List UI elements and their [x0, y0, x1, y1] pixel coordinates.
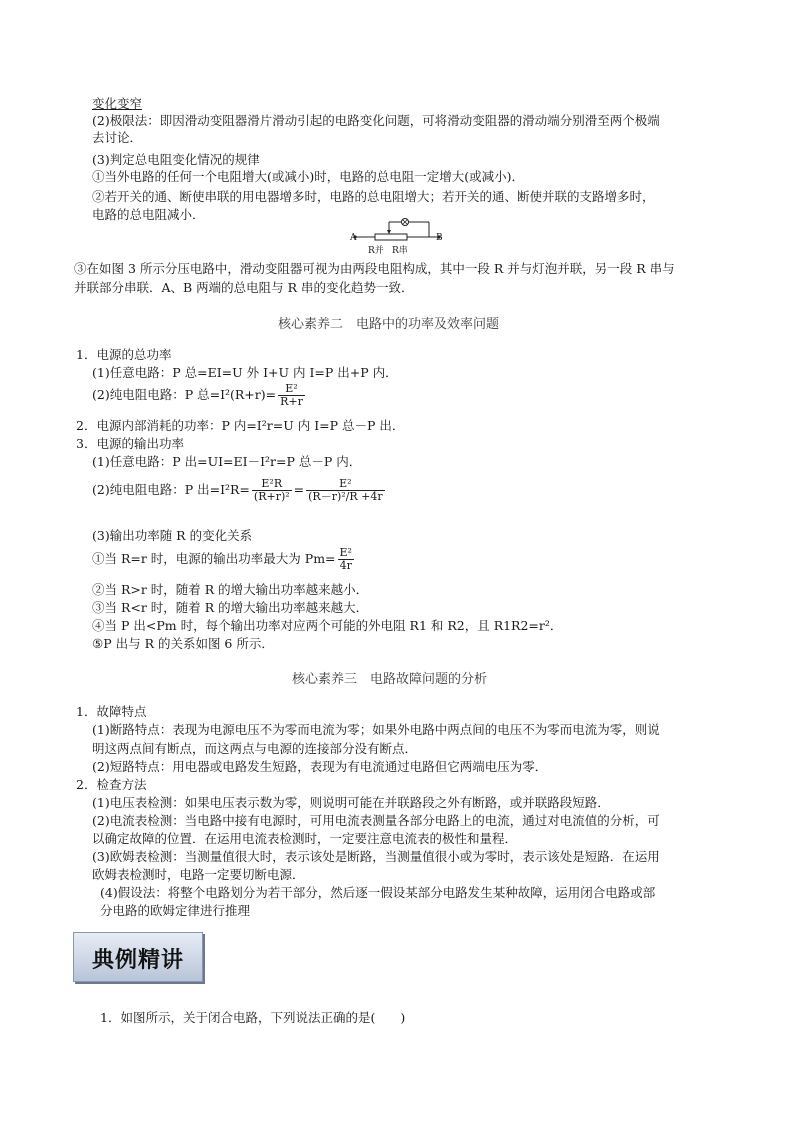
power-item-3c4: ④当 P 出<Pm 时，每个输出功率对应两个可能的外电阻 R1 和 R2，且 R1R2=r²． — [92, 618, 563, 633]
fraction-e2-over-r-plus-r: $\frac{\text{E²}}{R+r}$ — [280, 382, 303, 408]
fault-item-1a-cont: 明这两点间有断点，而这两点与电源的连接部分没有断点． — [92, 741, 418, 756]
fault-item-2d: (4)假设法：将整个电路划分为若干部分，然后逐一假设某部分电路发生某种故障，运用闭合电路或部 — [100, 885, 656, 900]
circuit-label-r-parallel: R并 — [368, 246, 384, 256]
example-banner — [73, 932, 203, 982]
intro-line-3: 去讨论． — [92, 130, 143, 145]
intro-line-4: (3)判定总电阻变化情况的规律 — [92, 152, 260, 167]
power-item-1: 1．电源的总功率 — [76, 347, 172, 362]
power-item-3c: (3)输出功率随 R 的变化关系 — [92, 528, 253, 543]
circuit-label-r-series: R串 — [392, 246, 408, 256]
fault-item-2c-cont: 欧姆表检测时，电路一定要切断电源． — [92, 867, 305, 882]
fraction-e2-over-4r: $\frac{\text{E²}}{4r}$ — [339, 546, 352, 572]
power-item-1a: (1)任意电路：P 总=EI=U 外 I+U 内 I=P 出+P 内． — [92, 365, 398, 380]
fault-item-1b: (2)短路特点：用电器或电路发生短路，表现为有电流通过电路但它两端电压为零． — [92, 759, 548, 774]
intro-line-9: 并联部分串联．A、B 两端的总电阻与 R 串的变化趋势一致． — [74, 280, 414, 295]
fault-item-2b: (2)电流表检测：当电路中接有电源时，可用电流表测量各部分电路上的电流，通过对电流值的分析，可 — [92, 813, 660, 828]
fault-item-2b-cont: 以确定故障的位置．在运用电流表检测时，一定要注意电流表的极性和量程． — [92, 831, 518, 846]
fault-item-1: 1．故障特点 — [76, 704, 147, 719]
section-heading-fault: 核心素养三 电路故障问题的分析 — [292, 672, 488, 687]
power-item-3: 3．电源的输出功率 — [76, 436, 184, 451]
intro-line-2: (2)极限法：即因滑动变阻器滑片滑动引起的电路变化问题，可将滑动变阻器的滑动端分别滑至两个极端 — [92, 113, 660, 128]
circuit-label-b: B — [436, 233, 443, 243]
power-item-3b — [92, 472, 387, 508]
fault-item-2d-cont: 分电路的欧姆定律进行推理 — [100, 903, 251, 918]
example-banner-label: 典例精讲 — [91, 948, 184, 973]
equals-sign: = — [293, 482, 305, 497]
power-item-3c1 — [92, 546, 356, 572]
power-item-1b — [92, 382, 307, 408]
intro-line-7: 电路的总电阻减小． — [92, 207, 205, 222]
fraction-e2r-over-sum: $\frac{\text{E²R}}{\text{(R+r)²}}$ — [253, 477, 290, 503]
intro-line-6: ②若开关的通、断使串联的用电器增多时，电路的总电阻增大；若开关的通、断使并联的支路增多时， — [92, 189, 655, 204]
fault-item-2a: (1)电压表检测：如果电压表示数为零，则说明可能在并联路段之外有断路，或并联路段短路． — [92, 795, 610, 810]
intro-line-1: 变化变窄 — [92, 96, 143, 111]
power-item-3c3: ③当 R<r 时，随着 R 的增大输出功率越来越大． — [92, 600, 369, 615]
intro-line-5: ①当外电路的任何一个电阻增大(或减小)时，电路的总电阻一定增大(或减小)． — [92, 169, 525, 184]
intro-line-8: ③在如图 3 所示分压电路中，滑动变阻器可视为由两段电阻构成，其中一段 R 并与灯泡并联，另一段 R 串与 — [74, 261, 675, 276]
question-1: 1．如图所示，关于闭合电路，下列说法正确的是( ) — [100, 1010, 406, 1025]
circuit-label-a: A — [350, 233, 357, 243]
power-item-3c2: ②当 R>r 时，随着 R 的增大输出功率越来越小． — [92, 582, 369, 597]
power-item-1b-text: (2)纯电阻电路：P 总=I²(R+r)= — [92, 387, 277, 402]
power-item-3a: (1)任意电路：P 出=UI=EI－I²r=P 总－P 内． — [92, 454, 362, 469]
power-item-3b-text: (2)纯电阻电路：P 出=I²R= — [92, 482, 250, 497]
fault-item-2c: (3)欧姆表检测：当测量值很大时，表示该处是断路，当测量值很小或为零时，表示该处是短路．在运用 — [92, 849, 660, 864]
section-heading-power: 核心素养二 电路中的功率及效率问题 — [278, 317, 500, 332]
power-item-3c5: ⑤P 出与 R 的关系如图 6 所示． — [92, 636, 274, 651]
fault-item-1a: (1)断路特点：表现为电源电压不为零而电流为零；如果外电路中两点间的电压不为零而电流为零，则说 — [92, 722, 660, 737]
fault-item-2: 2．检查方法 — [76, 777, 147, 792]
power-item-3c1-text: ①当 R=r 时，电源的输出功率最大为 Pm= — [92, 551, 336, 566]
power-item-2: 2．电源内部消耗的功率：P 内=I²r=U 内 I=P 总－P 出． — [76, 418, 405, 433]
fraction-e2-over-expanded: $\frac{\text{E²}}{\text{(R－r)²/R +4r}}$ — [308, 477, 383, 503]
